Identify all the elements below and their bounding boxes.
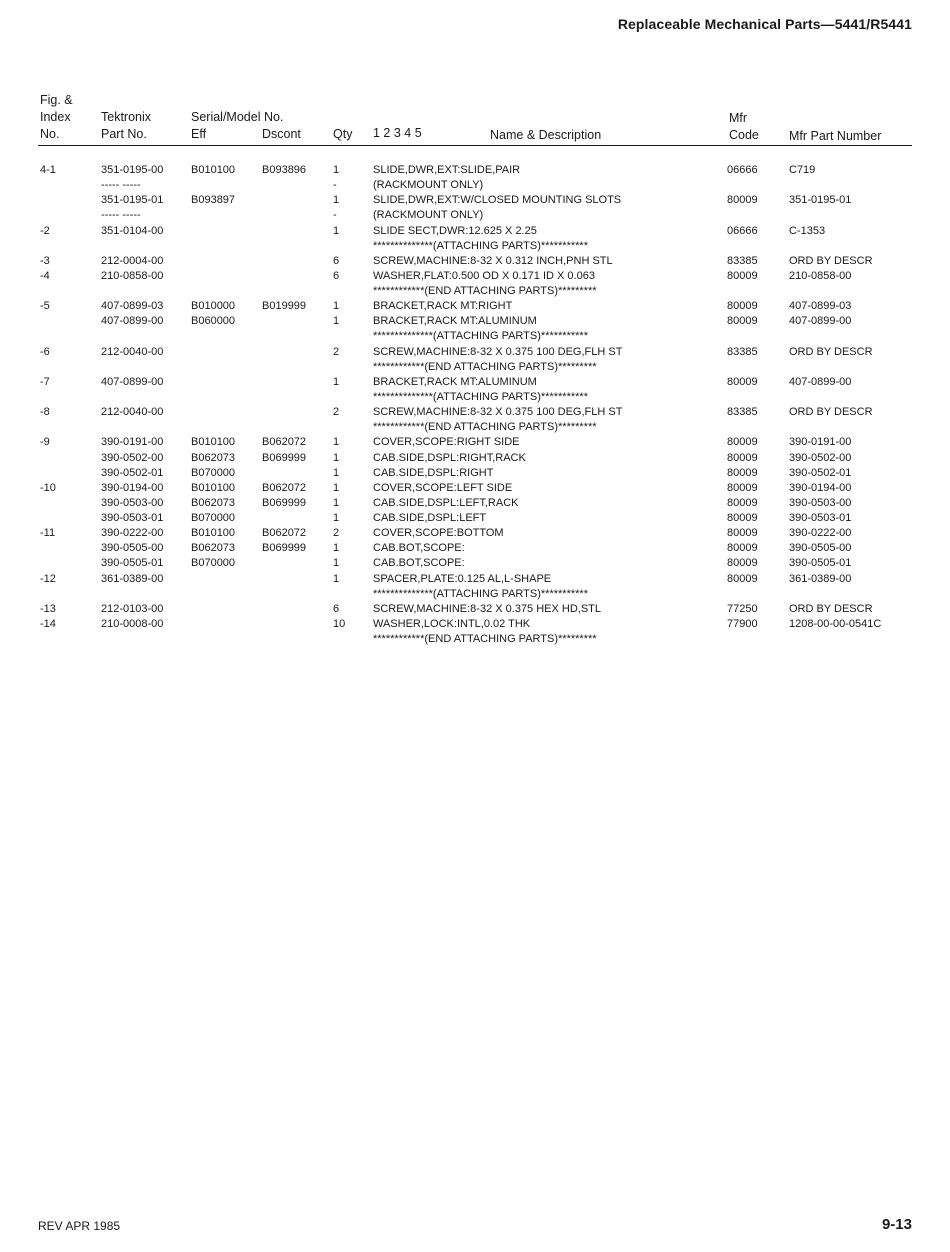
header-eff: Eff bbox=[191, 127, 207, 141]
serial-dscont: B019999 bbox=[262, 300, 307, 313]
part-number: 212-0103-00 bbox=[101, 602, 164, 615]
description: BRACKET,RACK MT:ALUMINUM bbox=[373, 375, 537, 388]
description: ************(END ATTACHING PARTS)********* bbox=[373, 421, 597, 434]
mfr-code: 80009 bbox=[727, 481, 758, 494]
table-row bbox=[0, 284, 950, 299]
mfr-code: 80009 bbox=[727, 512, 758, 524]
mfr-part-number: C719 bbox=[789, 164, 816, 176]
header-name-description: Name & Description bbox=[490, 128, 602, 142]
quantity: 1 bbox=[333, 466, 340, 479]
part-number: 210-0008-00 bbox=[101, 617, 164, 630]
part-number: ----- ----- bbox=[101, 209, 141, 222]
mfr-code: 80009 bbox=[727, 496, 758, 509]
description: SCREW,MACHINE:8-32 X 0.312 INCH,PNH STL bbox=[373, 254, 613, 267]
description: COVER,SCOPE:LEFT SIDE bbox=[373, 481, 513, 494]
serial-dscont: B069999 bbox=[262, 451, 307, 464]
serial-eff: B062073 bbox=[191, 542, 236, 555]
table-row bbox=[0, 632, 950, 647]
mfr-code: 83385 bbox=[727, 406, 758, 419]
table-row bbox=[0, 481, 950, 496]
table-row bbox=[0, 390, 950, 405]
serial-eff: B062073 bbox=[191, 496, 236, 509]
mfr-code: 80009 bbox=[727, 451, 758, 464]
table-row bbox=[0, 178, 950, 193]
table-row bbox=[0, 435, 950, 450]
quantity: 1 bbox=[333, 572, 340, 585]
part-number: 390-0502-01 bbox=[101, 466, 164, 479]
header-mfr-code: Code bbox=[729, 128, 759, 142]
mfr-code: 80009 bbox=[727, 436, 758, 449]
part-number: 390-0505-00 bbox=[101, 542, 164, 555]
part-number: 407-0899-03 bbox=[101, 300, 164, 313]
quantity: 1 bbox=[333, 375, 340, 388]
mfr-part-number: 210-0858-00 bbox=[789, 269, 852, 282]
description: **************(ATTACHING PARTS)*********** bbox=[373, 391, 588, 403]
quantity: 1 bbox=[333, 557, 340, 570]
serial-dscont: B062072 bbox=[262, 527, 307, 540]
table-row bbox=[0, 617, 950, 632]
mfr-code: 80009 bbox=[727, 315, 758, 328]
mfr-code: 80009 bbox=[727, 269, 758, 282]
mfr-code: 06666 bbox=[727, 224, 758, 237]
table-row bbox=[0, 239, 950, 254]
table-row bbox=[0, 254, 950, 269]
table-row bbox=[0, 208, 950, 223]
table-row bbox=[0, 329, 950, 344]
serial-dscont: B069999 bbox=[262, 496, 307, 509]
quantity: 2 bbox=[333, 527, 340, 540]
revision-date: REV APR 1985 bbox=[38, 1219, 121, 1233]
serial-eff: B010000 bbox=[191, 300, 236, 313]
mfr-part-number: 390-0502-01 bbox=[789, 466, 852, 479]
description: CAB.SIDE,DSPL:RIGHT,RACK bbox=[373, 451, 526, 464]
serial-dscont: B069999 bbox=[262, 542, 307, 555]
description: COVER,SCOPE:BOTTOM bbox=[373, 527, 504, 540]
header-fig-line2: Index bbox=[40, 110, 71, 124]
serial-eff: B010100 bbox=[191, 527, 236, 540]
part-number: 407-0899-00 bbox=[101, 375, 164, 388]
description: **************(ATTACHING PARTS)*********** bbox=[373, 587, 588, 600]
mfr-part-number: 407-0899-00 bbox=[789, 375, 852, 388]
table-row bbox=[0, 360, 950, 375]
mfr-code: 80009 bbox=[727, 466, 758, 479]
quantity: 1 bbox=[333, 496, 340, 509]
mfr-part-number: 390-0503-00 bbox=[789, 496, 852, 509]
index-number: -10 bbox=[40, 481, 56, 494]
description: CAB.SIDE,DSPL:LEFT,RACK bbox=[373, 496, 519, 509]
table-row bbox=[0, 511, 950, 526]
table-row bbox=[0, 269, 950, 284]
mfr-part-number: 1208-00-00-0541C bbox=[789, 617, 882, 630]
quantity: 2 bbox=[333, 406, 340, 419]
mfr-code: 83385 bbox=[727, 254, 758, 267]
table-row bbox=[0, 193, 950, 208]
serial-eff: B060000 bbox=[191, 315, 236, 328]
description: CAB.BOT,SCOPE: bbox=[373, 542, 465, 555]
mfr-part-number: 390-0505-00 bbox=[789, 542, 852, 555]
description: COVER,SCOPE:RIGHT SIDE bbox=[373, 436, 520, 449]
description: SLIDE SECT,DWR:12.625 X 2.25 bbox=[373, 224, 537, 237]
quantity: 6 bbox=[333, 602, 340, 615]
mfr-code: 80009 bbox=[727, 572, 758, 585]
table-row bbox=[0, 314, 950, 329]
table-row bbox=[0, 420, 950, 435]
header-rule bbox=[38, 145, 912, 146]
part-number: 390-0505-01 bbox=[101, 557, 164, 570]
description: CAB.BOT,SCOPE: bbox=[373, 557, 465, 570]
quantity: 1 bbox=[333, 164, 340, 176]
part-number: 390-0503-00 bbox=[101, 496, 164, 509]
mfr-part-number: 390-0194-00 bbox=[789, 481, 852, 494]
header-qty: Qty bbox=[333, 127, 353, 141]
mfr-part-number: 390-0191-00 bbox=[789, 436, 852, 449]
serial-eff: B010100 bbox=[191, 164, 236, 176]
part-number: 361-0389-00 bbox=[101, 572, 164, 585]
index-number: -4 bbox=[40, 269, 50, 282]
quantity: 1 bbox=[333, 542, 340, 555]
index-number: -3 bbox=[40, 254, 50, 267]
description: BRACKET,RACK MT:RIGHT bbox=[373, 300, 513, 313]
part-number: 210-0858-00 bbox=[101, 269, 164, 282]
mfr-part-number: ORD BY DESCR bbox=[789, 345, 873, 358]
quantity: 1 bbox=[333, 512, 340, 524]
part-number: 351-0195-00 bbox=[101, 164, 164, 176]
table-row bbox=[0, 299, 950, 314]
description: SCREW,MACHINE:8-32 X 0.375 HEX HD,STL bbox=[373, 602, 602, 615]
page-number: 9-13 bbox=[881, 1216, 912, 1233]
index-number: -14 bbox=[40, 617, 56, 630]
index-number: -5 bbox=[40, 300, 50, 313]
description: SLIDE,DWR,EXT:W/CLOSED MOUNTING SLOTS bbox=[373, 194, 622, 207]
mfr-code: 83385 bbox=[727, 345, 758, 358]
description: WASHER,LOCK:INTL,0.02 THK bbox=[373, 617, 531, 630]
description: SCREW,MACHINE:8-32 X 0.375 100 DEG,FLH ST bbox=[373, 406, 623, 419]
mfr-part-number: C-1353 bbox=[789, 224, 826, 237]
index-number: -7 bbox=[40, 375, 50, 388]
serial-eff: B070000 bbox=[191, 512, 236, 524]
part-number: 351-0195-01 bbox=[101, 194, 164, 207]
header-serial-model: Serial/Model No. bbox=[191, 110, 284, 124]
table-row bbox=[0, 451, 950, 466]
header-dscont: Dscont bbox=[262, 127, 301, 141]
mfr-part-number: 407-0899-00 bbox=[789, 315, 852, 328]
description: SPACER,PLATE:0.125 AL,L-SHAPE bbox=[373, 572, 552, 585]
table-row bbox=[0, 375, 950, 390]
description: **************(ATTACHING PARTS)*********** bbox=[373, 330, 588, 343]
mfr-code: 80009 bbox=[727, 557, 758, 570]
table-row bbox=[0, 405, 950, 420]
table-row bbox=[0, 572, 950, 587]
serial-eff: B062073 bbox=[191, 451, 236, 464]
page-header: Replaceable Mechanical Parts—5441/R5441 bbox=[617, 16, 912, 32]
mfr-code: 80009 bbox=[727, 375, 758, 388]
table-row bbox=[0, 526, 950, 541]
description: **************(ATTACHING PARTS)*********** bbox=[373, 239, 588, 252]
index-number: -9 bbox=[40, 436, 50, 449]
quantity: - bbox=[333, 179, 337, 192]
part-number: 212-0004-00 bbox=[101, 254, 164, 267]
description: SLIDE,DWR,EXT:SLIDE,PAIR bbox=[373, 164, 521, 176]
part-number: 351-0104-00 bbox=[101, 224, 164, 237]
mfr-part-number: 351-0195-01 bbox=[789, 194, 852, 207]
index-number: -12 bbox=[40, 572, 56, 585]
description: (RACKMOUNT ONLY) bbox=[373, 209, 484, 222]
header-fig-line1: Fig. & bbox=[40, 93, 73, 107]
index-number: -2 bbox=[40, 224, 50, 237]
part-number: 390-0222-00 bbox=[101, 527, 164, 540]
table-row bbox=[0, 496, 950, 511]
part-number: 390-0503-01 bbox=[101, 512, 164, 524]
part-number: 390-0194-00 bbox=[101, 481, 164, 494]
table-row bbox=[0, 602, 950, 617]
description: CAB.SIDE,DSPL:LEFT bbox=[373, 512, 487, 524]
part-number: 407-0899-00 bbox=[101, 315, 164, 328]
quantity: 1 bbox=[333, 451, 340, 464]
mfr-part-number: 390-0505-01 bbox=[789, 557, 852, 570]
mfr-part-number: 407-0899-03 bbox=[789, 300, 852, 313]
serial-eff: B070000 bbox=[191, 466, 236, 479]
serial-eff: B010100 bbox=[191, 481, 236, 494]
table-row bbox=[0, 541, 950, 556]
part-number: 212-0040-00 bbox=[101, 406, 164, 419]
quantity: 1 bbox=[333, 224, 340, 237]
index-number: -8 bbox=[40, 406, 50, 419]
description: WASHER,FLAT:0.500 OD X 0.171 ID X 0.063 bbox=[373, 269, 595, 282]
quantity: 6 bbox=[333, 254, 340, 267]
table-row bbox=[0, 163, 950, 178]
index-number: -13 bbox=[40, 602, 56, 615]
quantity: - bbox=[333, 209, 337, 222]
description: ************(END ATTACHING PARTS)********* bbox=[373, 360, 597, 373]
serial-eff: B010100 bbox=[191, 436, 236, 449]
serial-dscont: B093896 bbox=[262, 164, 307, 176]
part-number: 212-0040-00 bbox=[101, 345, 164, 358]
mfr-code: 80009 bbox=[727, 527, 758, 540]
quantity: 1 bbox=[333, 481, 340, 494]
table-row bbox=[0, 345, 950, 360]
index-number: -11 bbox=[40, 527, 56, 540]
mfr-part-number: ORD BY DESCR bbox=[789, 406, 873, 419]
description: CAB.SIDE,DSPL:RIGHT bbox=[373, 466, 494, 479]
table-row bbox=[0, 466, 950, 481]
index-number: 4-1 bbox=[40, 164, 56, 176]
quantity: 1 bbox=[333, 315, 340, 328]
quantity: 1 bbox=[333, 436, 340, 449]
description: ************(END ATTACHING PARTS)********* bbox=[373, 285, 597, 297]
mfr-code: 77900 bbox=[727, 617, 758, 630]
mfr-part-number: 361-0389-00 bbox=[789, 572, 852, 585]
description: SCREW,MACHINE:8-32 X 0.375 100 DEG,FLH ST bbox=[373, 345, 623, 358]
part-number: 390-0502-00 bbox=[101, 451, 164, 464]
quantity: 6 bbox=[333, 269, 340, 282]
header-tektronix: Tektronix bbox=[101, 110, 152, 124]
mfr-part-number: ORD BY DESCR bbox=[789, 602, 873, 615]
mfr-code: 80009 bbox=[727, 300, 758, 313]
description: (RACKMOUNT ONLY) bbox=[373, 179, 484, 192]
mfr-code: 06666 bbox=[727, 164, 758, 176]
mfr-code: 77250 bbox=[727, 602, 758, 615]
mfr-code: 80009 bbox=[727, 542, 758, 555]
header-part-no: Part No. bbox=[101, 127, 147, 141]
quantity: 1 bbox=[333, 194, 340, 207]
serial-eff: B070000 bbox=[191, 557, 236, 570]
mfr-code: 80009 bbox=[727, 194, 758, 207]
serial-eff: B093897 bbox=[191, 194, 236, 207]
header-indent-levels: 1 2 3 4 5 bbox=[373, 126, 422, 140]
part-number: ----- ----- bbox=[101, 179, 141, 192]
header-mfr: Mfr bbox=[729, 111, 748, 125]
description: ************(END ATTACHING PARTS)********* bbox=[373, 633, 597, 645]
header-mfr-part-number: Mfr Part Number bbox=[789, 129, 882, 143]
quantity: 2 bbox=[333, 345, 340, 358]
quantity: 10 bbox=[333, 617, 346, 630]
description: BRACKET,RACK MT:ALUMINUM bbox=[373, 315, 537, 328]
table-row bbox=[0, 587, 950, 602]
quantity: 1 bbox=[333, 300, 340, 313]
serial-dscont: B062072 bbox=[262, 481, 307, 494]
mfr-part-number: 390-0502-00 bbox=[789, 451, 852, 464]
table-row bbox=[0, 556, 950, 571]
index-number: -6 bbox=[40, 345, 50, 358]
mfr-part-number: 390-0222-00 bbox=[789, 527, 852, 540]
header-fig-line3: No. bbox=[40, 127, 60, 141]
serial-dscont: B062072 bbox=[262, 436, 307, 449]
table-row bbox=[0, 224, 950, 239]
part-number: 390-0191-00 bbox=[101, 436, 164, 449]
mfr-part-number: 390-0503-01 bbox=[789, 512, 852, 524]
mfr-part-number: ORD BY DESCR bbox=[789, 254, 873, 267]
